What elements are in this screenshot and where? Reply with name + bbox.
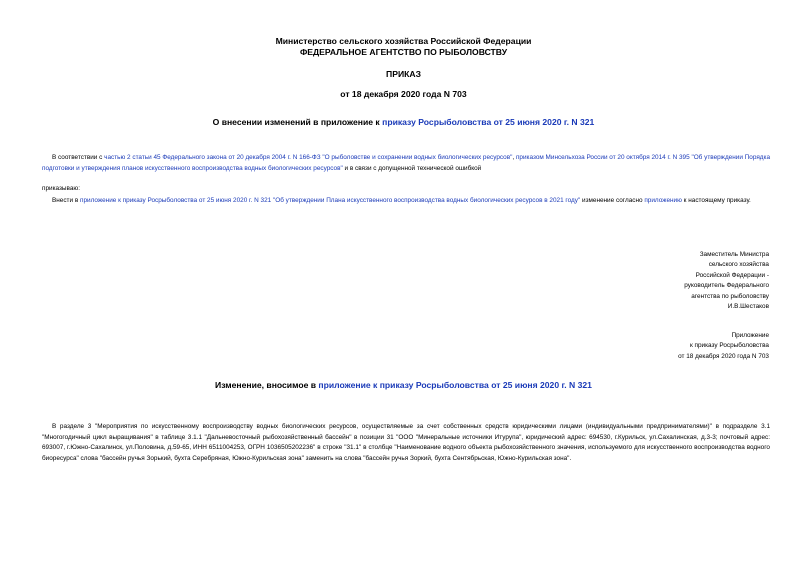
order-text-2: изменение согласно bbox=[580, 197, 645, 204]
appendix-title-link[interactable]: приложение к приказу Росрыболовства от 25 июня 2020 г. N 321 bbox=[318, 380, 592, 390]
title-link[interactable]: приказу Росрыболовства от 25 июня 2020 г. N 321 bbox=[382, 117, 595, 127]
signature-block bbox=[684, 250, 769, 312]
document-title bbox=[0, 117, 807, 128]
signature-line: руководитель Федерального bbox=[684, 282, 769, 290]
signature-line: Российской Федерации - bbox=[695, 271, 769, 279]
preamble-order-link[interactable]: приказом Минсельхоза России от 20 октября 2014 г. N 395 "Об утверждении Порядка подготовки и утверждения планов искусственного воспроизводства водных биологических ресурсов" bbox=[42, 154, 770, 172]
preamble-text-2: , bbox=[512, 154, 516, 161]
appendix-ref-line: Приложение bbox=[731, 332, 769, 339]
order-text-3: к настоящему приказу. bbox=[681, 197, 751, 204]
preamble-text-1: В соответствии с bbox=[52, 154, 105, 161]
signature-name: И.В.Шестаков bbox=[727, 303, 769, 311]
order-appendix-link[interactable]: приложение к приказу Росрыболовства от 25 июня 2020 г. N 321 "Об утверждении Плана искусственного воспроизводства водных биологических ресурсов в 2021 году" bbox=[79, 197, 581, 204]
appendix-ref-line: к приказу Росрыболовства bbox=[689, 342, 769, 350]
preamble-text-3: и в связи с допущенной технической ошибкой bbox=[342, 164, 482, 172]
signature-line: сельского хозяйства bbox=[708, 261, 769, 269]
appendix-ref-line: от 18 декабря 2020 года N 703 bbox=[678, 352, 769, 360]
ministry-name: Министерство сельского хозяйства Российской Федерации bbox=[275, 36, 532, 46]
order-word: приказываю: bbox=[42, 185, 80, 192]
appendix-body-paragraph: В разделе 3 "Мероприятия по искусственному воспроизводству водных биологических ресурсов, осуществляемые за счет собственных средств юридическими лицами (индивидуальными предпринимателями)" в подразделе 3.1 "Многогодичный цикл выращивания" в таблице 3.1.1 "Дальневосточный рыбохозяйственный бассейн" в позиции 31 "ООО "Минеральные источники Итурупа", юридический адрес: 694530, г.Курильск, ул.Сахалинская, д.3-3; почтовый адрес: 693007, г.Южно-Сахалинск, ул.Половина, д.59-65, ИНН 6511004253, ОГРН 1036505202236" в строке "31.1" в столбце "Наименование водного объекта рыбохозяйственного значения, используемого для искусственного воспроизводства водного биоресурса" слова "бассейн ручья Зорький, бухта Серебряная, Южно-Курильская зона" заменить на слова "бассейн ручья Зоркий, бухта Сентябрьская, Южно-Курильская зона". bbox=[42, 423, 770, 462]
preamble-paragraph bbox=[42, 153, 770, 174]
appendix-title bbox=[0, 380, 807, 391]
title-prefix: О внесении изменений в приложение к bbox=[212, 117, 383, 127]
order-text-1: Внести в bbox=[52, 197, 80, 204]
order-item-paragraph bbox=[42, 196, 770, 207]
preamble-law-link[interactable]: частью 2 статьи 45 Федерального закона от 20 декабря 2004 г. N 166-ФЗ "О рыболовстве и сохранении водных биологических ресурсов" bbox=[104, 154, 513, 161]
appendix-title-prefix: Изменение, вносимое в bbox=[215, 380, 319, 390]
document-date-number: от 18 декабря 2020 года N 703 bbox=[340, 89, 467, 99]
document-type: ПРИКАЗ bbox=[386, 69, 421, 79]
agency-name: ФЕДЕРАЛЬНОЕ АГЕНТСТВО ПО РЫБОЛОВСТВУ bbox=[299, 47, 508, 57]
order-attachment-link[interactable]: приложению bbox=[644, 197, 682, 204]
signature-line: Заместитель Министра bbox=[699, 251, 769, 258]
appendix-reference bbox=[678, 331, 769, 362]
signature-line: агентства по рыболовству bbox=[691, 292, 769, 300]
